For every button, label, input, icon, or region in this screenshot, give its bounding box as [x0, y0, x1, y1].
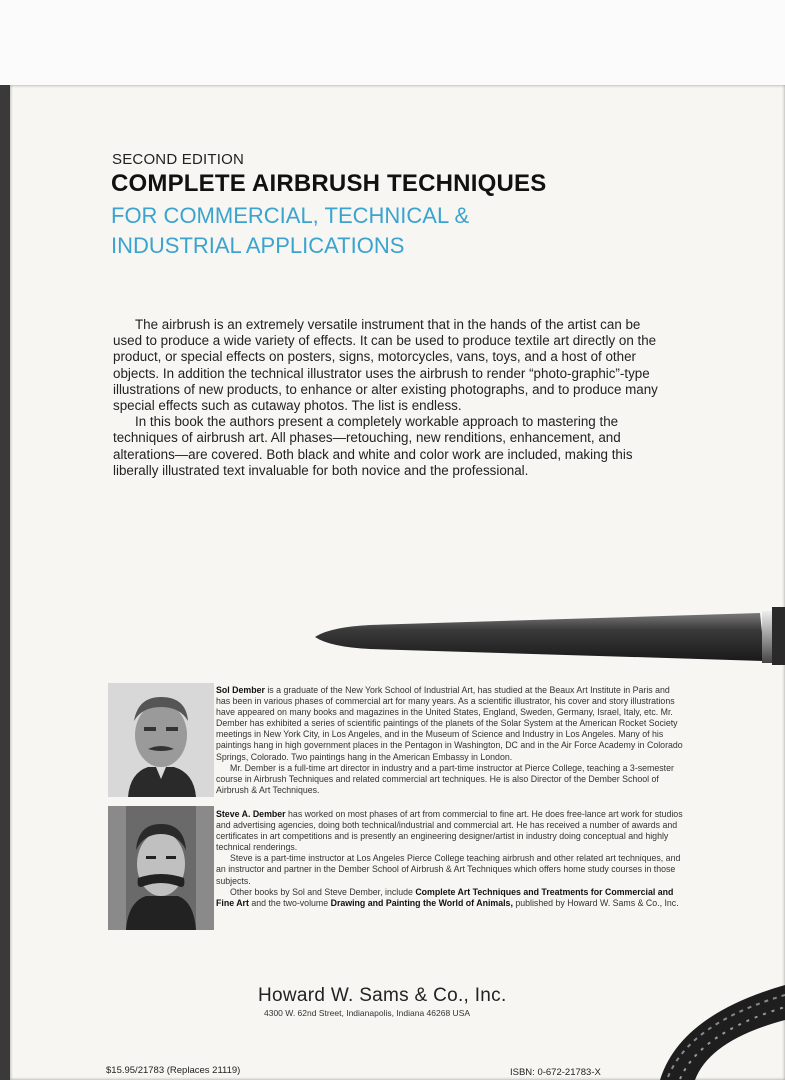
publisher-address: 4300 W. 62nd Street, Indianapolis, Indiana 46268 USA: [264, 1008, 471, 1018]
sol-dember-bio-text-2: Mr. Dember is a full-time art director in industry and a part-time instructor at Pierce College, teaching a 3-semester course in Airbrush Techniques and related commercial art techniques. He is also Director of the Dember School of Airbrush & Art Techniques.: [216, 762, 674, 795]
other-books-text: Other books by Sol and Steve Dember, include Complete Art Techniques and Treatments for Commercial and Fine Art and the two-volume Drawing and Painting the World of Animals, published by Howard W. Sams & Co., Inc.: [216, 886, 679, 908]
book-title: COMPLETE AIRBRUSH TECHNIQUES: [111, 170, 547, 197]
sol-dember-bio-text-1: is a graduate of the New York School of Industrial Art, has studied at the Beaux Art Institute in Paris and has been in various phases of commercial art for many years. As a scientific illustrator, his cover and story illustrations have appeared on many books and magazines in the United States, England, Sweden, Germany, Israel, Italy, etc. Mr. Dember has exhibited a series of scientific paintings of the planets of the Solar System at the American Rocket Society meetings in New York City, in Los Angeles, and in the Museum of Science and Industry in Los Angeles. Many of his paintings hang in high government places in the Pentagon in Washington, DC and in the Air Force Academy in Colorado Springs, Colorado. Two paintings hang in the American Embassy in London.: [216, 685, 683, 762]
sol-dember-name: Sol Dember: [216, 685, 265, 695]
edition-label: SECOND EDITION: [112, 151, 244, 168]
book-title-ref-2: Drawing and Painting the World of Animals,: [330, 897, 513, 908]
book-subtitle: [111, 201, 631, 261]
book-title-ref-1: Complete Art Techniques and Treatments for Commercial and Fine Art: [216, 886, 674, 908]
intro-paragraph-1: The airbrush is an extremely versatile instrument that in the hands of the artist can be used to produce a wide variety of effects. It can be used to produce textile art directly on the product, or special effects on posters, signs, motorcycles, vans, toys, and a host of other objects. In addition the technical illustrator uses the airbrush to render “photo-graphic”-type illustrations of new products, to enhance or alter existing photographs, and to produce many special effects such as cutaway photos. The list is endless.: [113, 317, 658, 414]
steve-dember-bio-text-2: Steve is a part-time instructor at Los Angeles Pierce College teaching airbrush and other related art techniques, and an instructor and partner in the Dember School of Airbrush & Art Techniques which offers home study courses in those subjects.: [216, 853, 681, 886]
airbrush-nozzle-image: [310, 607, 785, 665]
subtitle-line-2: INDUSTRIAL APPLICATIONS: [111, 233, 405, 258]
back-cover: [10, 85, 785, 1080]
intro-paragraph-2: In this book the authors present a completely workable approach to mastering the techniques of airbrush art. All phases—retouching, new renditions, enhancement, and alterations—are covered. Both black and white and color work are included, making this liberally illustrated text invaluable for both novice and the professional.: [113, 414, 633, 478]
scan-background: [0, 0, 785, 85]
isbn-label: ISBN: 0-672-21783-X: [510, 1067, 601, 1078]
sol-dember-bio: [216, 685, 686, 796]
steve-dember-photo: [108, 806, 214, 930]
publisher-name: Howard W. Sams & Co., Inc.: [258, 985, 507, 1006]
sol-dember-photo: [108, 683, 214, 797]
price-label: $15.95/21783 (Replaces 21119): [106, 1065, 241, 1076]
steve-dember-bio-text-1: has worked on most phases of art from commercial to fine art. He does free-lance art work for studios and advertising agencies, doing both technical/industrial and commercial art. He has received a number of awards and certificates in art competitions and is presently an engineering designer/artist in industry doing conceptual and highly technical renderings.: [216, 809, 683, 853]
steve-dember-name: Steve A. Dember: [216, 809, 286, 819]
steve-dember-bio: [216, 809, 686, 909]
subtitle-line-1: FOR COMMERCIAL, TECHNICAL &: [111, 203, 470, 228]
airbrush-hose-image: [650, 965, 785, 1080]
intro-text: [113, 317, 667, 479]
